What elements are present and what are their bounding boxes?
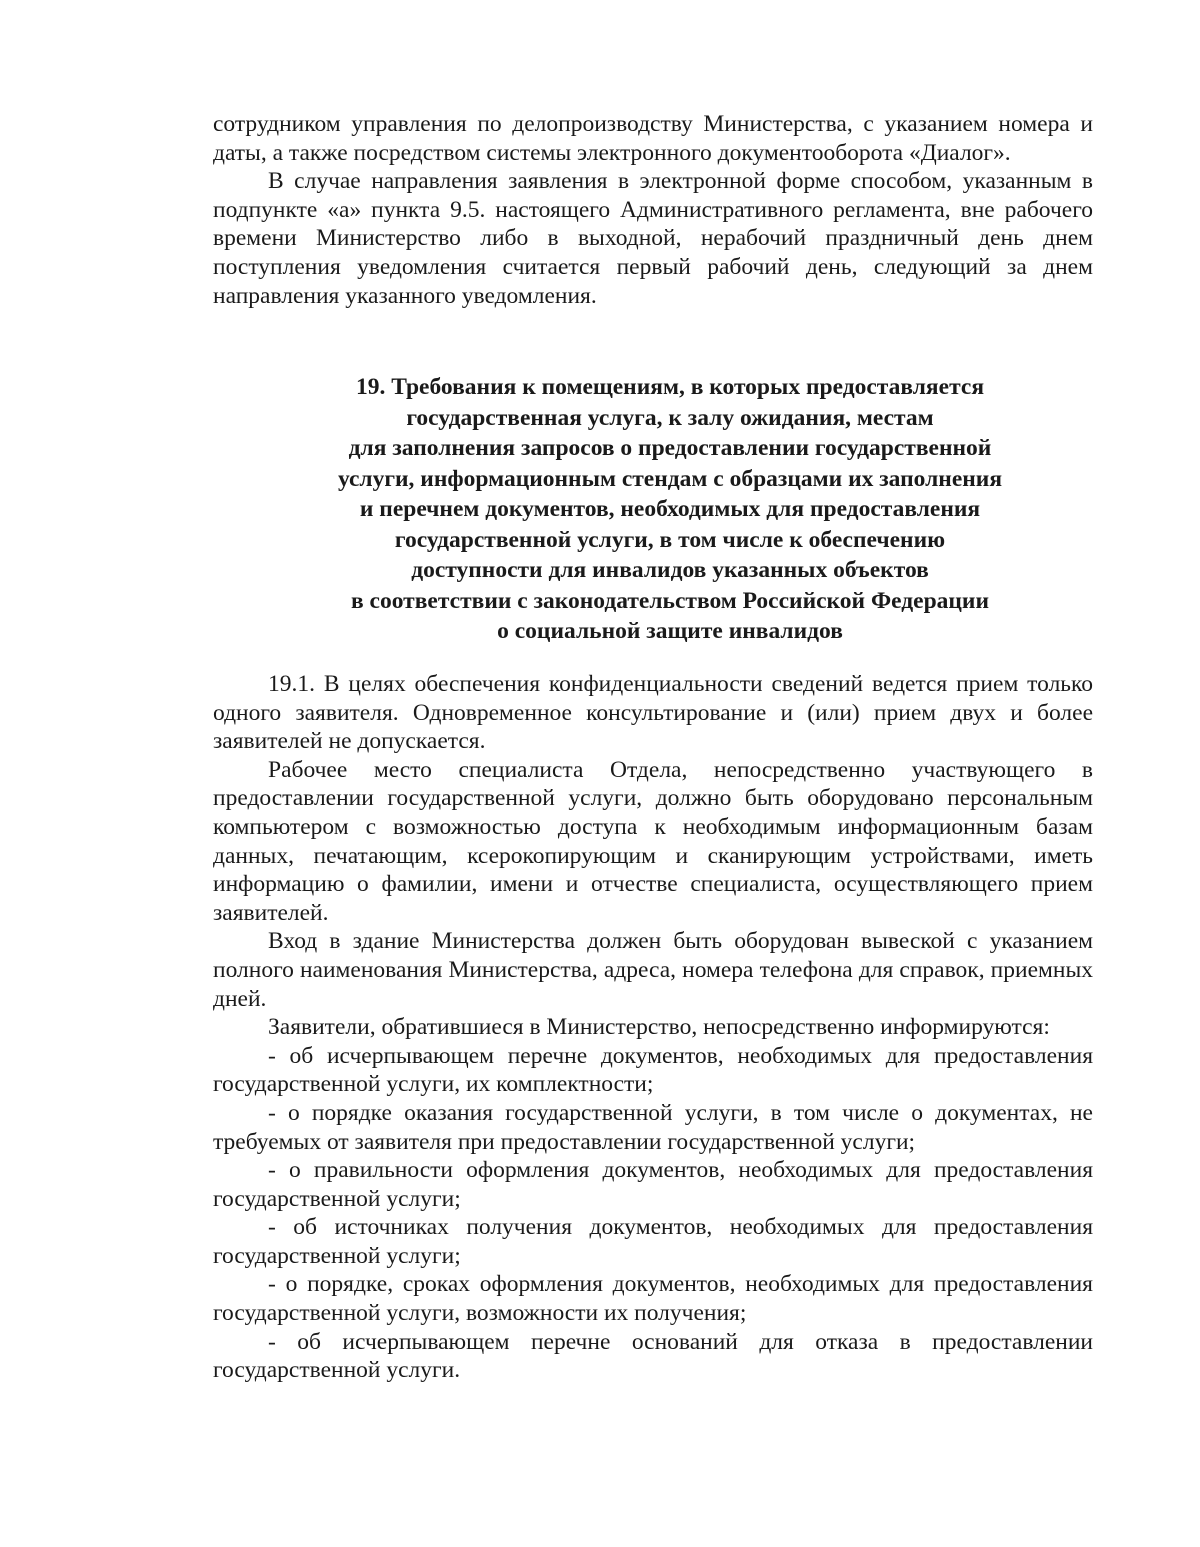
heading-line: и перечнем документов, необходимых для предоставления <box>359 496 981 522</box>
heading-line: государственная услуга, к залу ожидания, местам <box>406 404 934 431</box>
heading-line: государственной услуги, в том числе к обеспечению <box>394 526 946 553</box>
list-item: - об исчерпывающем перечне оснований для отказа в предоставлении государственной услуги. <box>213 1328 1093 1384</box>
top-section <box>213 110 1093 310</box>
paragraph-entrance: Вход в здание Министерства должен быть оборудован вывеской с указанием полного наименования Министерства, адреса, номера телефона для справок, приемных дней. <box>213 928 1093 1012</box>
section-heading <box>300 372 1040 647</box>
heading-line: доступности для инвалидов указанных объектов <box>411 557 929 583</box>
paragraph-continuation: сотрудником управления по делопроизводству Министерства, с указанием номера и даты, а также посредством системы электронного документооборота «Диалог». <box>213 111 1093 166</box>
heading-line: для заполнения запросов о предоставлении государственной <box>348 435 992 461</box>
body-section <box>213 670 1093 1385</box>
list-item: - о порядке, сроках оформления документов, необходимых для предоставления государственной услуги, возможности их получения; <box>213 1271 1093 1327</box>
heading-line: о социальной защите инвалидов <box>497 618 843 644</box>
list-item: - о правильности оформления документов, необходимых для предоставления государственной услуги; <box>213 1157 1093 1212</box>
paragraph-applicants: Заявители, обратившиеся в Министерство, непосредственно информируются: <box>268 1014 1050 1041</box>
paragraph-19-1: 19.1. В целях обеспечения конфиденциальности сведений ведется прием только одного заявителя. Одновременное консультирование и (или) прием двух и более заявителей не допускается. <box>213 671 1093 755</box>
list-item: - об источниках получения документов, необходимых для предоставления государственной услуги; <box>213 1214 1093 1269</box>
list-item: - об исчерпывающем перечне документов, необходимых для предоставления государственной услуги, их комплектности; <box>213 1042 1093 1098</box>
heading-line: услуги, информационным стендам с образцами их заполнения <box>337 465 1003 492</box>
paragraph-electronic-submission: В случае направления заявления в электронной форме способом, указанным в подпункте «а» пункта 9.5. настоящего Административного регламента, вне рабочего времени Министерство либо в выходной, нерабочий праздничный день днем поступления уведомления считается первый рабочий день, следующий за днем направления указанного уведомления. <box>213 168 1093 309</box>
heading-line: в соответствии с законодательством Российской Федерации <box>350 587 990 614</box>
paragraph-workplace: Рабочее место специалиста Отдела, непосредственно участвующего в предоставлении государственной услуги, должно быть оборудовано персональным компьютером с возможностью доступа к необходимым информационным базам данных, печатающим, ксерокопирующим и сканирующим устройствами, иметь информацию о фамилии, имени и отчестве специалиста, осуществляющего прием заявителей. <box>213 756 1093 926</box>
heading-line: 19. Требования к помещениям, в которых предоставляется <box>355 374 985 400</box>
list-item: - о порядке оказания государственной услуги, в том числе о документах, не требуемых от заявителя при предоставлении государственной услуги; <box>213 1099 1093 1155</box>
